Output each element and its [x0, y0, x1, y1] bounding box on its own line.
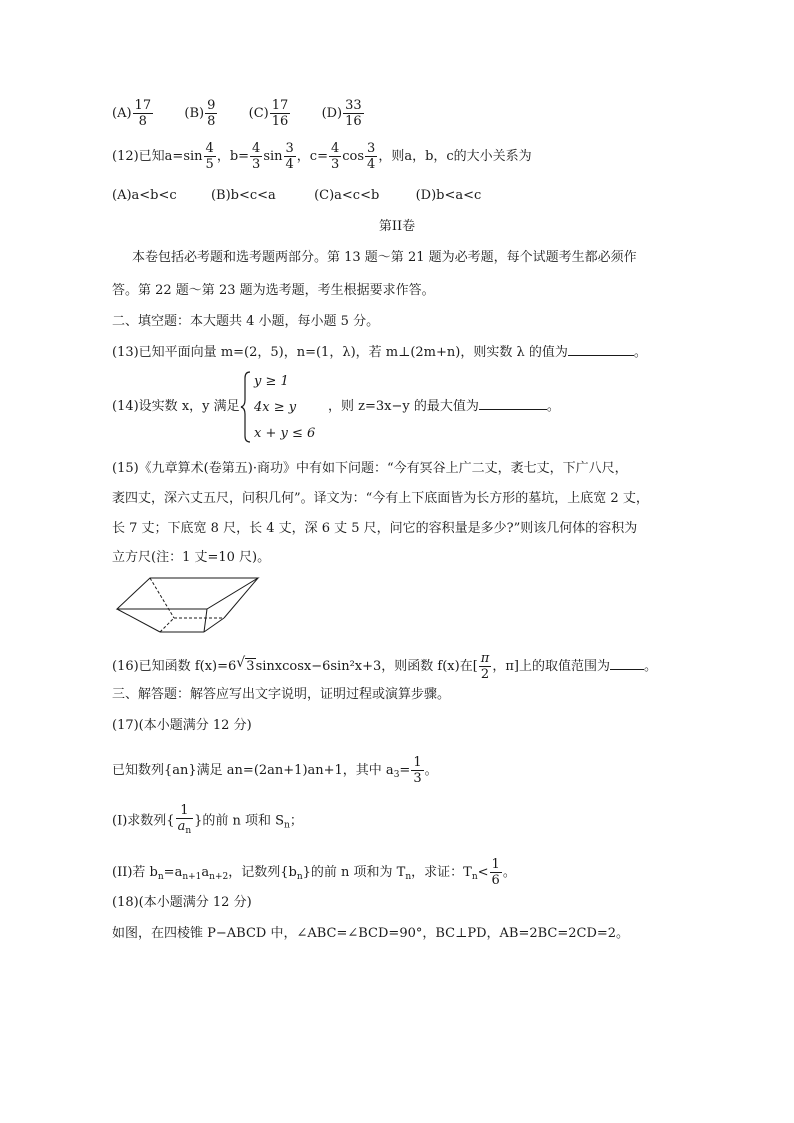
q11-option-b: (B) $\frac{9}{8}$: [184, 98, 216, 129]
q16-answer-blank: [610, 668, 644, 670]
q15-line-3: 长 7 丈；下底宽 8 尺，长 4 丈，深 6 丈 5 尺，问它的容积量是多少?”则该几何体的容积为: [112, 521, 638, 536]
q14-condition-3: x + y ≤ 6: [254, 426, 316, 441]
solve-header: 三、解答题：解答应写出文字说明，证明过程或演算步骤。: [112, 687, 451, 702]
q11-option-c: (C) $\frac{17}{16}$: [248, 98, 289, 129]
sqrt-3: √ 3: [236, 655, 255, 674]
q12-stem: (12)已知a=sin $\frac{4}{5}$ ，b= $\frac{4}{3}$ sin $\frac{3}{4}$ ，c= $\frac{4}{3}$ cos $\frac{3}{4}$ ，则a，b，c的大小关系为: [112, 141, 532, 172]
q14-suffix: ，则 z=3x−y 的最大值为 。: [328, 399, 560, 414]
fill-in-header: 二、填空题：本大题共 4 小题，每小题 5 分。: [112, 314, 380, 329]
frustum-figure: [112, 574, 262, 636]
q11-options: [112, 98, 365, 129]
q13-answer-blank: [568, 354, 634, 356]
q16: (16)已知函数 f(x)=6 √ 3sinxcosx−6sin²x+3，则函数 f(x)在[ $\frac{\pi}{2}$ ，π]上的取值范围为 。: [112, 651, 657, 682]
q12-options: [112, 189, 481, 202]
intro-line-2: 答。第 22 题～第 23 题为选考题，考生根据要求作答。: [112, 283, 435, 298]
q14-condition-2: 4x ≥ y: [254, 400, 297, 415]
q13: (13)已知平面向量 m=(2，5)，n=(1，λ)，若 m⊥(2m+n)，则实数 λ 的值为 。: [112, 345, 647, 360]
frustum-top-face: [117, 578, 258, 609]
q17-part-2: (II)若 $b_n=a_{n+1}a_{n+2}$，记数列$\{b_n\}$的前 n 项和为 $T_n$，求证：$T_n<$ $\frac{1}{6}$ 。: [112, 857, 516, 888]
frustum-edge-front-right: [204, 609, 207, 632]
frustum-edge-front-left: [117, 609, 160, 632]
frustum-edge-back-right: [224, 578, 258, 618]
q15-line-4: 立方尺(注：1 丈=10 尺)。: [112, 550, 271, 565]
q15-line-1: (15)《九章算术(卷第五)·商功》中有如下问题：“今有冥谷上广二丈，袤七丈，下广八尺，: [112, 461, 628, 476]
q18-text: 如图，在四棱锥 P−ABCD 中，∠ABC=∠BCD=90°，BC⊥PD，AB=2BC=2CD=2。: [112, 926, 630, 941]
q12-option-b: (B)b<c<a: [210, 188, 276, 203]
section2-title: 第II卷: [378, 219, 416, 234]
q14-constraint-system: [240, 370, 320, 444]
q14-condition-1: y ≥ 1: [254, 374, 289, 389]
q18-title: (18)(本小题满分 12 分): [112, 895, 252, 910]
frustum-hidden-bottom-left: [160, 618, 174, 632]
q14-prefix: (14)设实数 x，y 满足: [112, 399, 240, 414]
frustum-hidden-edge-back-left: [150, 578, 174, 618]
left-brace-icon: [240, 370, 252, 444]
intro-line-1: 本卷包括必考题和选考题两部分。第 13 题～第 21 题为必考题，每个试题考生都必须作: [132, 250, 637, 265]
q17-title: (17)(本小题满分 12 分): [112, 718, 252, 733]
q12-option-c: (C)a<c<b: [314, 188, 380, 203]
q17-part-1: (I)求数列{ $\frac{1}{a_n}$ }的前 n 项和 $S_n$；: [112, 803, 303, 836]
q12-option-a: (A)a<b<c: [112, 188, 177, 203]
frustum-bottom-right: [204, 618, 224, 632]
q17-given: 已知数列{an}满足 an=(2an+1)an+1，其中 $a_3=$ $\frac{1}{3}$ 。: [112, 755, 438, 786]
q11-option-a: (A) $\frac{17}{8}$: [112, 98, 152, 129]
q14-answer-blank: [479, 408, 547, 410]
q12-option-d: (D)b<a<c: [415, 188, 482, 203]
q11-option-d: (D) $\frac{33}{16}$: [321, 98, 362, 129]
q15-line-2: 袤四丈，深六丈五尺，问积几何”。译文为：“今有上下底面皆为长方形的墓坑，上底宽 2 丈，: [112, 491, 649, 506]
